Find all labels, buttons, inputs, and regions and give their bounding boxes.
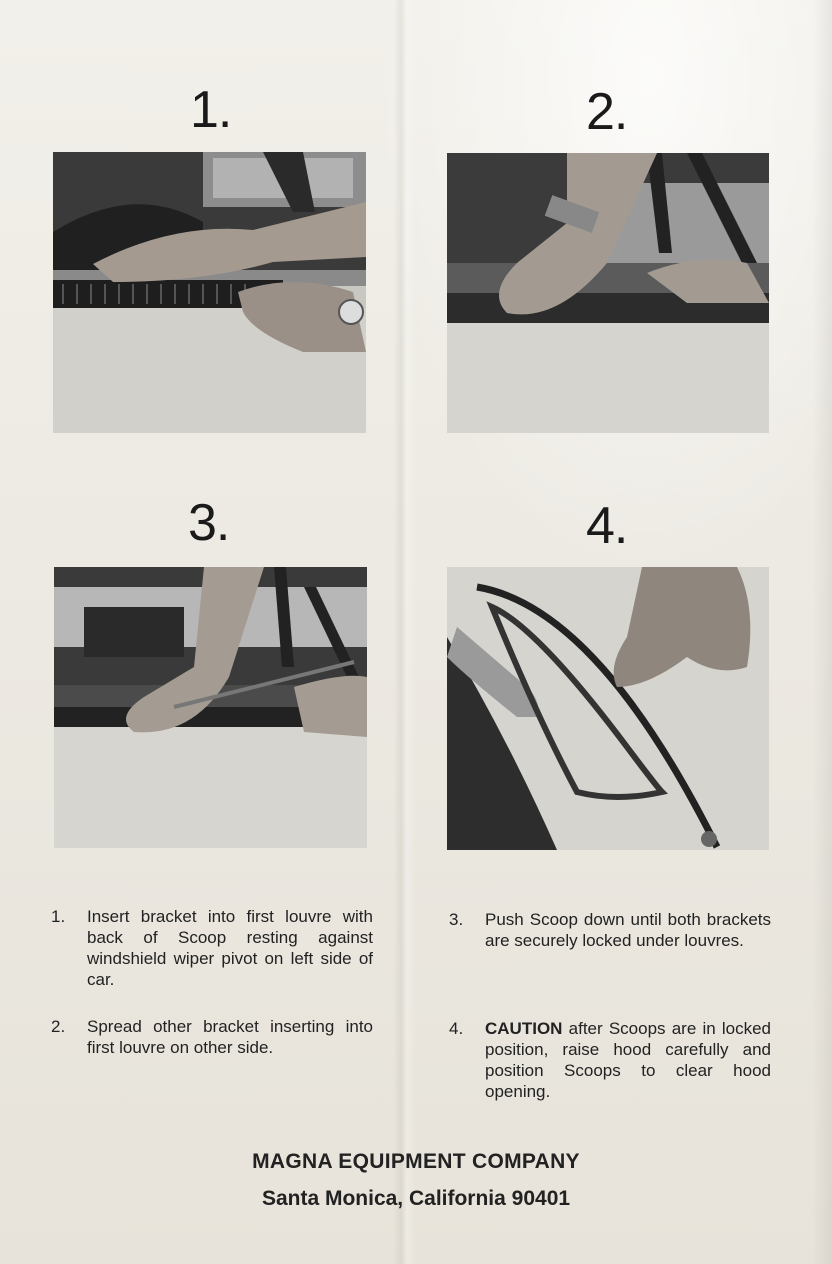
- instruction-3-text: Push Scoop down until both brackets are securely locked under louvres.: [485, 910, 771, 950]
- instruction-4-number: 4.: [449, 1019, 464, 1038]
- step-number-3: 3.: [188, 494, 230, 552]
- instruction-3-number: 3.: [449, 910, 464, 929]
- step-1-photo: [53, 152, 366, 433]
- instruction-2: [51, 1016, 373, 1064]
- step-3-photo: [54, 567, 367, 848]
- company-name: MAGNA EQUIPMENT COMPANY: [252, 1150, 580, 1173]
- step-4-photo: [447, 567, 769, 850]
- step-number-1: 1.: [190, 81, 232, 139]
- instruction-3: [449, 909, 771, 979]
- instruction-2-text: Spread other bracket inserting into first louvre on other side.: [87, 1017, 373, 1057]
- instruction-2-number: 2.: [51, 1017, 66, 1036]
- step-2-photo: [447, 153, 769, 433]
- instruction-1-number: 1.: [51, 907, 66, 926]
- instruction-4-body: after Scoops are in locked position, raise hood carefully and position Scoops to clear hood opening.: [485, 1019, 771, 1101]
- instruction-4-text: [485, 1018, 771, 1102]
- company-address: Santa Monica, California 90401: [261, 1187, 571, 1210]
- step-number-2: 2.: [586, 83, 628, 141]
- step-number-4: 4.: [586, 497, 628, 555]
- instruction-4: [449, 1018, 771, 1108]
- instruction-1-text: Insert bracket into first louvre with back of Scoop resting against windshield wiper pivot on left side of car.: [87, 907, 373, 989]
- page-edge-shadow: [812, 0, 832, 1264]
- caution-label: CAUTION: [485, 1019, 563, 1038]
- instruction-1: [51, 906, 373, 996]
